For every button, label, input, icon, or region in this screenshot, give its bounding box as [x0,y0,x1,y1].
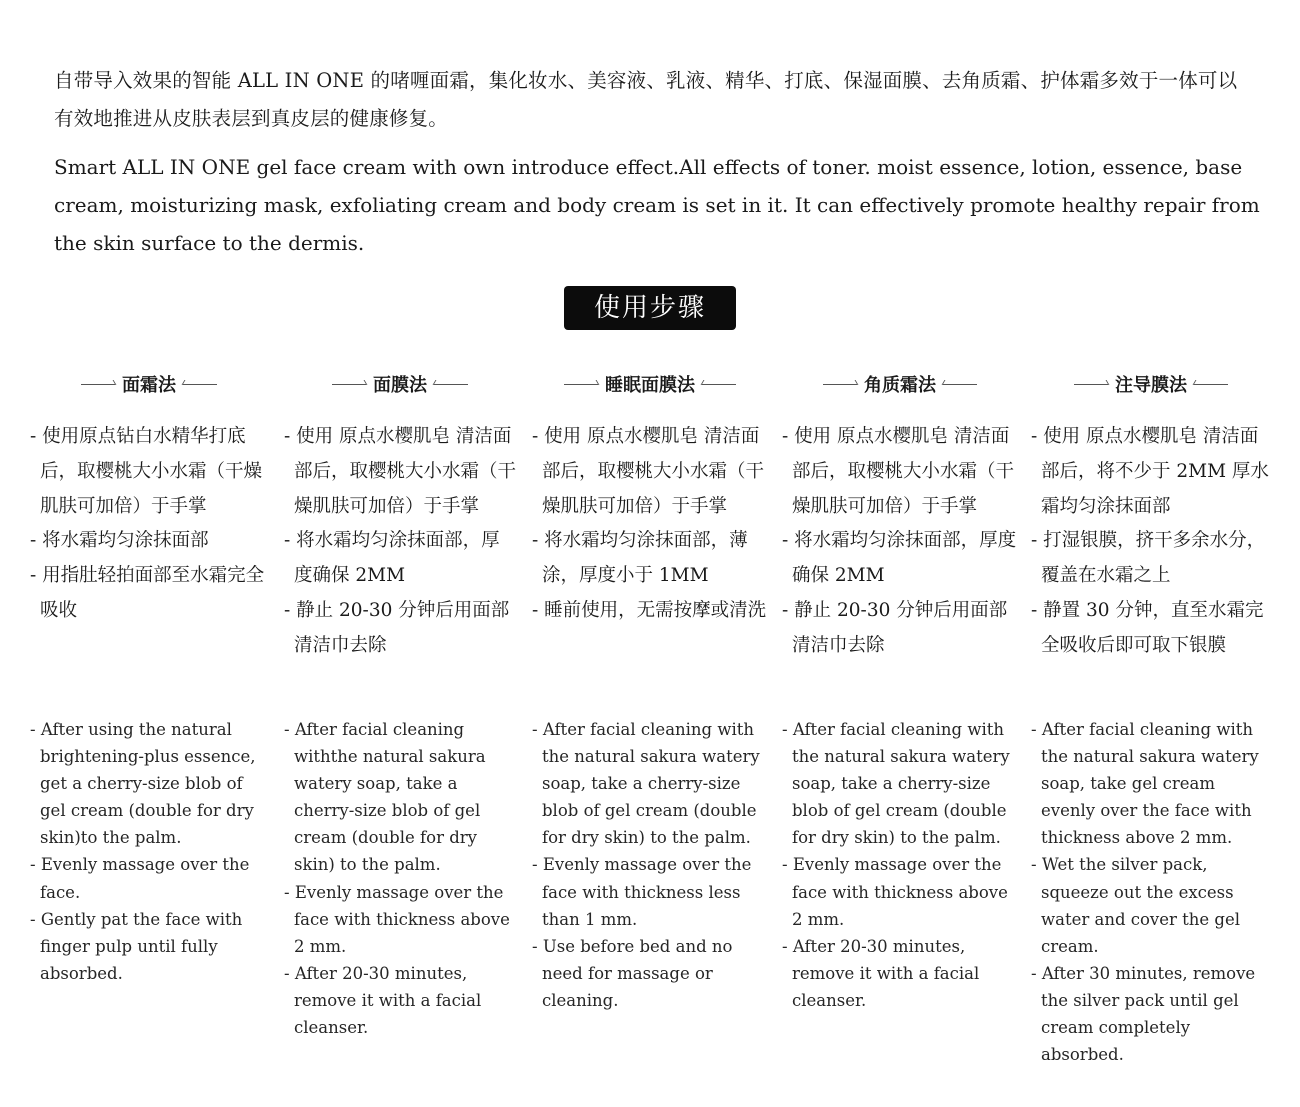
english-step: - After using the natural brightening-plus essence, get a cherry-size blob of gel cream (double for dry skin)to the palm. [30,716,268,851]
english-step: - Gently pat the face with finger pulp until fully absorbed. [30,906,268,987]
method-column [1031,368,1271,1065]
chinese-step: - 将水霜均匀涂抹面部 [30,524,268,559]
chinese-step: - 使用 原点水樱肌皂 清洁面部后，取樱桃大小水霜（干燥肌肤可加倍）于手掌 [532,420,768,524]
heading-dash-right-icon [434,384,468,385]
chinese-steps [30,420,268,629]
chinese-step: - 用指肚轻拍面部至水霜完全吸收 [30,559,268,629]
chinese-steps [532,420,768,629]
method-column [284,368,517,1038]
english-step: - After facial cleaning withthe natural sakura watery soap, take a cherry-size blob of gel cream (double for dry skin) to the palm. [284,716,516,879]
english-step: - After facial cleaning with the natural sakura watery soap, take gel cream evenly over the face with thickness above 2 mm. [1031,716,1271,851]
method-column [782,368,1018,1010]
heading-dash-left-icon [564,384,598,385]
heading-dash-right-icon [183,384,217,385]
intro-chinese: 自带导入效果的智能 ALL IN ONE 的啫喱面霜，集化妆水、美容液、乳液、精华、打底、保湿面膜、去角质霜、护体霜多效于一体可以有效地推进从皮肤表层到真皮层的健康修复。 [54,69,1238,130]
usage-steps-title: 使用步骤 [564,286,736,330]
english-step: - Wet the silver pack, squeeze out the excess water and cover the gel cream. [1031,851,1271,959]
english-steps [284,716,516,1041]
intro-english: Smart ALL IN ONE gel face cream with own introduce effect.All effects of toner. moist essence, lotion, essence, base cream, moisturizing mask, exfoliating cream and body cream is set in it. It can effectively promote healthy repair from the skin surface to the dermis. [54,155,1260,255]
english-steps [532,716,768,1014]
chinese-steps [284,420,516,664]
heading-dash-right-icon [943,384,977,385]
chinese-step: - 静止 20-30 分钟后用面部清洁巾去除 [284,594,516,664]
chinese-steps [1031,420,1271,664]
heading-dash-left-icon [81,384,115,385]
english-step: - After 20-30 minutes, remove it with a facial cleanser. [782,933,1018,1014]
english-step: - Use before bed and no need for massage or cleaning. [532,933,768,1014]
heading-dash-left-icon [1074,384,1108,385]
english-steps [1031,716,1271,1068]
chinese-step: - 使用 原点水樱肌皂 清洁面部后，取樱桃大小水霜（干燥肌肤可加倍）于手掌 [782,420,1018,524]
heading-dash-left-icon [332,384,366,385]
english-steps [30,716,268,987]
method-column [532,368,768,1010]
method-title: 角质霜法 [864,375,936,396]
method-heading [532,368,768,400]
heading-dash-right-icon [702,384,736,385]
chinese-step: - 使用原点钻白水精华打底后，取樱桃大小水霜（干燥肌肤可加倍）于手掌 [30,420,268,524]
chinese-step: - 使用 原点水樱肌皂 清洁面部后，将不少于 2MM 厚水霜均匀涂抹面部 [1031,420,1271,524]
method-title: 睡眠面膜法 [605,375,695,396]
english-step: - After 30 minutes, remove the silver pack until gel cream completely absorbed. [1031,960,1271,1068]
chinese-step: - 将水霜均匀涂抹面部，厚度确保 2MM [284,524,516,594]
english-step: - After facial cleaning with the natural sakura watery soap, take a cherry-size blob of gel cream (double for dry skin) to the palm. [782,716,1018,851]
chinese-step: - 静置 30 分钟，直至水霜完全吸收后即可取下银膜 [1031,594,1271,664]
chinese-step: - 静止 20-30 分钟后用面部清洁巾去除 [782,594,1018,664]
chinese-step: - 将水霜均匀涂抹面部，薄涂，厚度小于 1MM [532,524,768,594]
english-steps [782,716,1018,1014]
method-title: 注导膜法 [1115,375,1187,396]
method-heading [30,368,268,400]
method-title: 面膜法 [373,375,427,396]
english-step: - After facial cleaning with the natural sakura watery soap, take a cherry-size blob of gel cream (double for dry skin) to the palm. [532,716,768,851]
method-heading [284,368,516,400]
english-step: - Evenly massage over the face with thickness above 2 mm. [284,879,516,960]
method-heading [782,368,1018,400]
chinese-step: - 将水霜均匀涂抹面部，厚度确保 2MM [782,524,1018,594]
chinese-step: - 睡前使用，无需按摩或清洗 [532,594,768,629]
english-step: - After 20-30 minutes, remove it with a facial cleanser. [284,960,516,1041]
english-step: - Evenly massage over the face with thickness less than 1 mm. [532,851,768,932]
chinese-step: - 打湿银膜，挤干多余水分，覆盖在水霜之上 [1031,524,1271,594]
method-column [30,368,268,983]
method-heading [1031,368,1271,400]
heading-dash-right-icon [1194,384,1228,385]
chinese-step: - 使用 原点水樱肌皂 清洁面部后，取樱桃大小水霜（干燥肌肤可加倍）于手掌 [284,420,516,524]
chinese-steps [782,420,1018,664]
english-step: - Evenly massage over the face. [30,851,268,905]
english-step: - Evenly massage over the face with thickness above 2 mm. [782,851,1018,932]
heading-dash-left-icon [823,384,857,385]
method-title: 面霜法 [122,375,176,396]
